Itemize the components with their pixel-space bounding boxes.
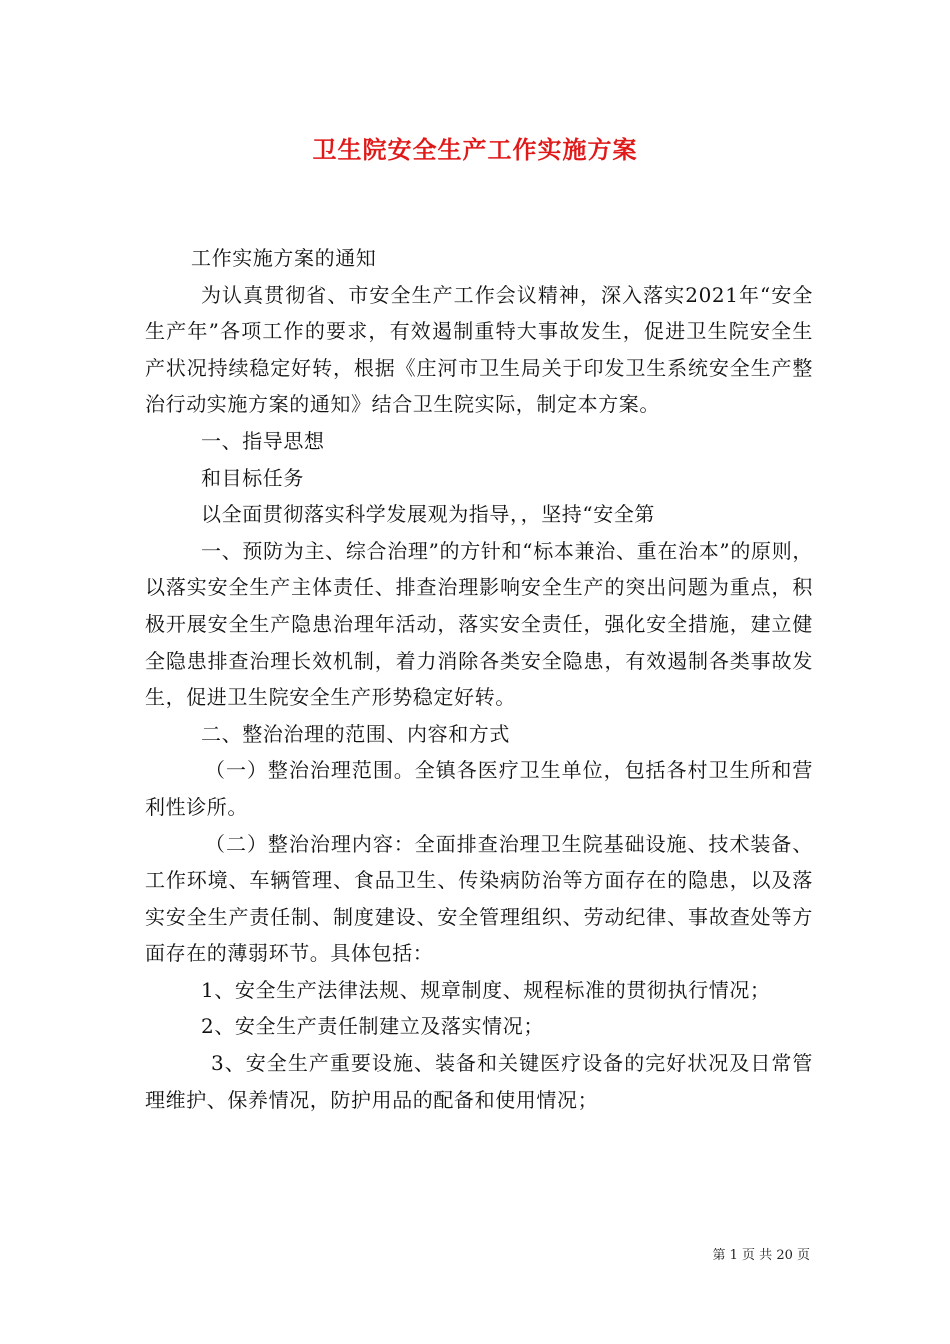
- paragraph-principles: 一、预防为主、综合治理”的方针和“标本兼治、重在治本”的原则，以落实安全生产主体责任、排查治理影响安全生产的突出问题为重点，积极开展安全生产隐患治理年活动，落实安全责任，强化安全措施，建立健全隐患排查治理长效机制，着力消除各类安全隐患，有效遏制各类事故发生，促进卫生院安全生产形势稳定好转。: [145, 538, 813, 710]
- page-number: 第 1 页 共 20 页: [712, 1248, 810, 1263]
- document-title: 卫生院安全生产工作实施方案: [312, 135, 638, 164]
- list-item-3: 3、安全生产重要设施、装备和关键医疗设备的完好状况及日常管理维护、保养情况，防护用品的配备和使用情况；: [145, 1051, 813, 1112]
- document-body: [145, 240, 813, 1118]
- paragraph-intro: 为认真贯彻省、市安全生产工作会议精神，深入落实2021年“安全生产年”各项工作的要求，有效遏制重特大事故发生，促进卫生院安全生产状况持续稳定好转，根据《庄河市卫生局关于印发卫生系统安全生产整治行动实施方案的通知》结合卫生院实际，制定本方案。: [145, 282, 813, 417]
- section-heading-guiding-ideology: 一、指导思想: [201, 428, 325, 453]
- list-item-2: 2、安全生产责任制建立及落实情况；: [201, 1014, 544, 1039]
- paragraph-notice-heading: 工作实施方案的通知: [191, 246, 377, 270]
- paragraph-guidance: 以全面贯彻落实科学发展观为指导，，坚持“安全第: [201, 502, 656, 527]
- paragraph-scope: （一）整治治理范围。全镇各医疗卫生单位，包括各村卫生所和营利性诊所。: [145, 758, 813, 819]
- section-heading-scope: 二、整治治理的范围、内容和方式: [201, 721, 510, 746]
- section-heading-goals: 和目标任务: [201, 465, 304, 490]
- list-item-1: 1、安全生产法律法规、规章制度、规程标准的贯彻执行情况；: [201, 977, 771, 1002]
- paragraph-content: （二）整治治理内容：全面排查治理卫生院基础设施、技术装备、工作环境、车辆管理、食品卫生、传染病防治等方面存在的隐患，以及落实安全生产责任制、制度建设、安全管理组织、劳动纪律、事故查处等方面存在的薄弱环节。具体包括：: [145, 831, 813, 966]
